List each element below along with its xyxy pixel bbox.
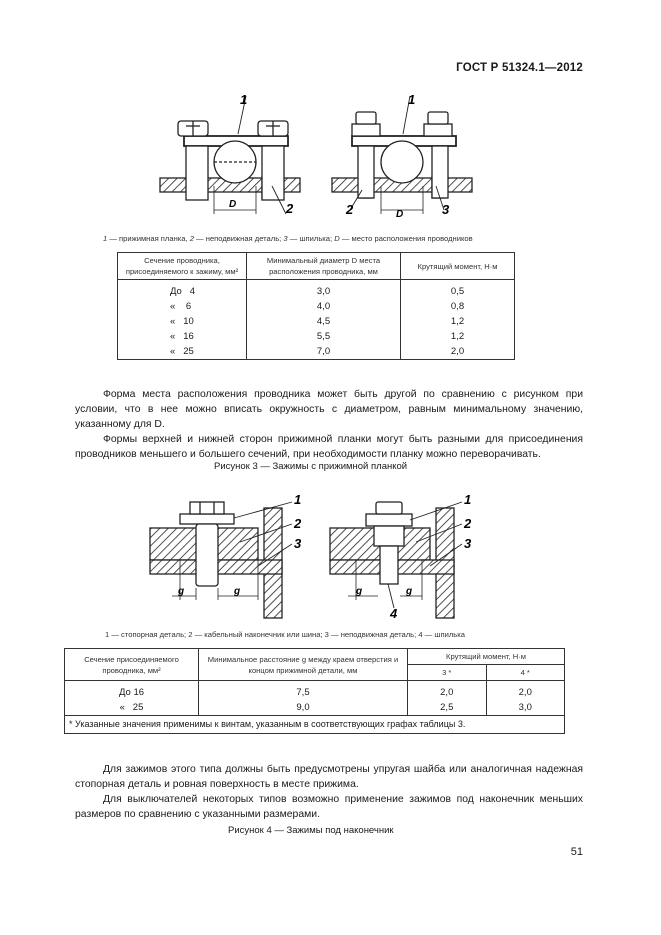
figure4-label-g: g bbox=[234, 586, 241, 597]
table-header: Крутящий момент, Н·м bbox=[401, 253, 515, 280]
table-subheader: 3 * bbox=[408, 665, 487, 681]
page-number: 51 bbox=[570, 846, 583, 858]
figure4-caption: Рисунок 4 — Зажимы под наконечник bbox=[228, 825, 394, 836]
paragraph: Для зажимов этого типа должны быть предусмотрены упругая шайба или аналогичная надежная стопорная деталь и ровная поверхность в месте прижима. bbox=[75, 764, 583, 790]
figure4-label-1-left: 1 bbox=[294, 492, 302, 507]
table-row: « 6 4,0 0,8 bbox=[118, 299, 515, 314]
table-row: « 16 5,5 1,2 bbox=[118, 329, 515, 344]
figure3-label-1-left: 1 bbox=[240, 92, 248, 107]
figure4-label-g: g bbox=[406, 586, 413, 597]
figure3-right-clamp bbox=[332, 96, 472, 214]
figure4-left-clamp bbox=[150, 502, 292, 618]
document-header: ГОСТ Р 51324.1—2012 bbox=[456, 62, 583, 74]
figure4-label-3-left: 3 bbox=[294, 536, 302, 551]
table-row: До 4 3,0 0,5 bbox=[118, 280, 515, 300]
figure3-legend: 1 — прижимная планка, 2 — неподвижная деталь; 3 — шпилька; D — место расположения проводников bbox=[103, 234, 473, 243]
figure4-label-3-right: 3 bbox=[464, 536, 472, 551]
table-header: Сечение присоединяемого проводника, мм² bbox=[65, 649, 199, 681]
figure4-legend: 1 — стопорная деталь; 2 — кабельный наконечник или шина; 3 — неподвижная деталь; 4 — шпилька bbox=[105, 630, 465, 639]
figure3-label-1-right: 1 bbox=[408, 92, 416, 107]
figure4-table bbox=[64, 648, 565, 734]
figure4-label-g: g bbox=[178, 586, 185, 597]
figure3-table bbox=[117, 252, 515, 360]
table-header: Сечение проводника, присоединяемого к зажиму, мм² bbox=[118, 253, 247, 280]
paragraph: Для выключателей некоторых типов возможно применение зажимов под наконечник меньших размеров по сравнению с указанными размерами. bbox=[75, 794, 583, 820]
figure4-label-2-right: 2 bbox=[464, 516, 472, 531]
figure4-label-1-right: 1 bbox=[464, 492, 472, 507]
figure3-left-clamp bbox=[160, 96, 300, 214]
paragraph: Формы верхней и нижней сторон прижимной планки могут быть разными для присоединения проводников меньшего и большего сечений, при необходимости планку можно переворачивать. bbox=[75, 434, 583, 460]
figure3-drawing bbox=[150, 86, 490, 226]
figure3-label-d-right: D bbox=[396, 209, 404, 220]
figure3-label-2-left: 2 bbox=[286, 201, 294, 216]
figure4-label-4: 4 bbox=[390, 606, 398, 620]
table-row: « 10 4,5 1,2 bbox=[118, 314, 515, 329]
figure4-drawing bbox=[140, 488, 500, 620]
figure3-caption: Рисунок 3 — Зажимы с прижимной планкой bbox=[214, 461, 408, 472]
table-footnote: * Указанные значения применимы к винтам, указанным в соответствующих графах таблицы 3. bbox=[65, 716, 565, 734]
table-row: До 16 7,5 2,0 2,0 bbox=[65, 681, 565, 701]
figure3-text bbox=[75, 387, 583, 462]
table-header: Минимальный диаметр D места расположения проводника, мм bbox=[247, 253, 401, 280]
table-header: Крутящий момент, Н·м bbox=[408, 649, 565, 665]
figure3-label-3: 3 bbox=[442, 202, 450, 217]
table-subheader: 4 * bbox=[486, 665, 565, 681]
table-header: Минимальное расстояние g между краем отверстия и концом прижимной детали, мм bbox=[199, 649, 408, 681]
figure4-text bbox=[75, 762, 583, 822]
figure4-label-2-left: 2 bbox=[294, 516, 302, 531]
figure4-label-g: g bbox=[356, 586, 363, 597]
paragraph: Форма места расположения проводника может быть другой по сравнению с рисунком при условии, что в нее можно вписать окружность с диаметром, равным минимальному значению, указанному для D. bbox=[75, 389, 583, 430]
table-row: « 25 9,0 2,5 3,0 bbox=[65, 700, 565, 716]
figure3-label-d-left: D bbox=[229, 199, 237, 210]
figure3-label-2-right: 2 bbox=[346, 202, 354, 217]
table-row: « 25 7,0 2,0 bbox=[118, 344, 515, 360]
figure4-right-clamp bbox=[330, 502, 462, 618]
